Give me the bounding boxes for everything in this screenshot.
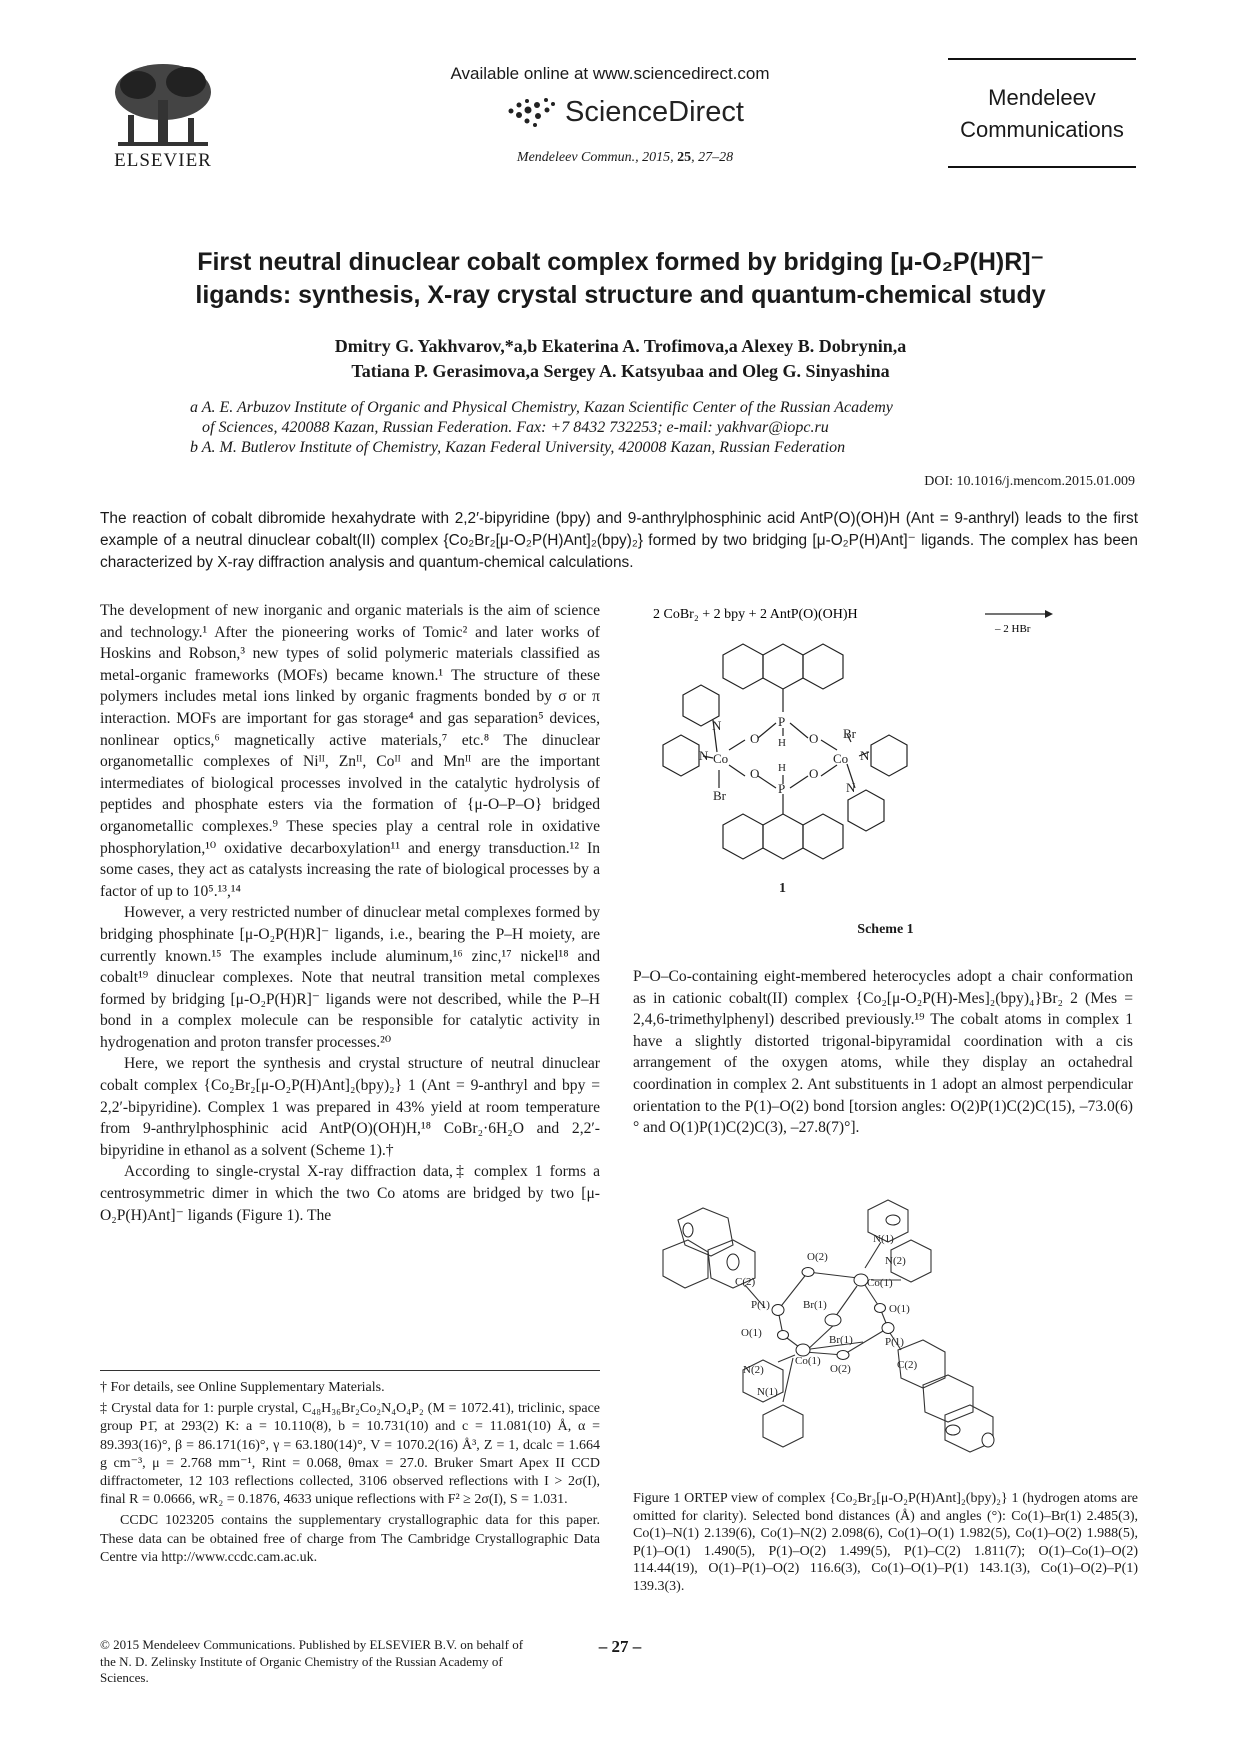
anthracene-ring xyxy=(763,644,803,689)
body-right-column xyxy=(633,966,1133,1139)
sciencedirect-dots-icon xyxy=(505,95,557,129)
anthracene-ring xyxy=(803,814,843,859)
journal-name-line2: Communications xyxy=(960,117,1124,142)
copyright-notice: © 2015 Mendeleev Communications. Published by ELSEVIER B.V. on behalf of the N. D. Zelinsky Institute of Organic Chemistry of the Russian Academy of Sciences. xyxy=(100,1637,524,1685)
atom-ellipsoid xyxy=(683,1223,693,1237)
affiliation-b: b A. M. Butlerov Institute of Chemistry, Kazan Federal University, 420008 Kazan, Russian Federation xyxy=(190,439,846,456)
journal-citation xyxy=(470,150,780,166)
atom-label: C(2) xyxy=(735,1276,756,1288)
affiliation-a-line1: a A. E. Arbuzov Institute of Organic and Physical Chemistry, Kazan Scientific Center of the Russian Academy xyxy=(190,399,893,416)
atom-label: Br xyxy=(843,726,856,741)
atom-label: P(1) xyxy=(885,1336,904,1348)
atom-label: H xyxy=(778,737,786,749)
atom-label: Br(1) xyxy=(829,1334,853,1346)
footnotes xyxy=(100,1370,600,1570)
atom-label: N(2) xyxy=(885,1255,906,1267)
footnote-crystal-data: ‡ Crystal data for 1: purple crystal, C₄₈H₃₆Br₂Co₂N₄O₄P₂ (M = 1072.41), triclinic, space group P1̄, at 293(2) K: a = 10.110(8), b = 10.731(10) and c = 11.081(10) Å, α = 89.393(16)°, β = 86.171(16)°, γ = 63.180(14)°, V = 1070.2(16) Å³, Z = 1, dcalc = 1.664 g cm⁻³, μ = 2.768 mm⁻¹, Rint = 0.068, θmax = 27.0. Bruker Smart Apex II CCD diffractometer, 12 103 reflections collected, 3106 observed reflections with I > 2σ(I), final R = 0.0666, wR₂ = 0.1876, 4633 unique reflections with F² ≥ 2σ(I), S = 1.031. xyxy=(100,1401,600,1508)
atom-label: O xyxy=(750,731,760,746)
paragraph: However, a very restricted number of dinuclear metal complexes formed by bridging phosphinate [μ-O₂P(H)R]⁻ ligands, i.e., bearing the P–H moiety, are currently known.¹⁵ The examples include aluminum,¹⁶ zinc,¹⁷ nickel¹⁸ and cobalt¹⁹ dinuclear complexes. Note that neutral transition metal complexes formed by bridging [μ-O₂P(H)R]⁻ ligands were not described, while the P–H bond in a complex molecule can be responsible for catalytic activity in hydrogenation and proton transfer processes.²⁰ xyxy=(100,904,600,1051)
atom-label: P(1) xyxy=(751,1299,770,1311)
affiliation-a-line2: of Sciences, 420088 Kazan, Russian Federation. Fax: +7 8432 732253; e-mail: yakhvar@iopc.ru xyxy=(202,419,829,436)
atom-ellipsoid xyxy=(854,1274,868,1286)
sciencedirect-logo xyxy=(505,90,744,134)
scheme-caption: Scheme 1 xyxy=(857,922,914,937)
atom-ellipsoid xyxy=(837,1351,849,1360)
authors-line1: Dmitry G. Yakhvarov,*a,b Ekaterina A. Trofimova,a Alexey B. Dobrynin,a xyxy=(334,336,907,356)
atom-label: N xyxy=(699,748,709,763)
atom-ellipsoid xyxy=(825,1314,841,1326)
atom-label: Co xyxy=(833,751,849,766)
atom-label: Br(1) xyxy=(803,1299,827,1311)
journal-name-line1: Mendeleev xyxy=(988,85,1096,110)
citation-journal: Mendeleev Commun. xyxy=(516,150,636,165)
paragraph: The development of new inorganic and organic materials is the aim of science and technology.¹ After the pioneering works of Tomic² and later works of Hoskins and Robson,³ new types of solid polymeric materials classified as metal-organic frameworks (MOFs) became known.¹ The structure of these polymers includes metal ions linked by organic fragments bonded by σ or π interaction. MOFs are important for gas storage⁴ and gas separation⁵ devices, nonlinear optics,⁶ magnetically active materials,⁷ etc.⁸ The dinuclear organometallic complexes of Niᴵᴵ, Znᴵᴵ, Coᴵᴵ and Mnᴵᴵ are the important intermediates of biological processes involved in the catalytic hydrolysis of peptides and phosphate esters via the formation of {μ-O–P–O} bridged organometallic complexes.⁹ These species play a central role in oxidative phosphorylation,¹⁰ oxidative decarboxylation¹¹ and energy transduction.¹² In some cases, they act as catalysts increasing the rate of biological processes by a factor of up to 10⁵.¹³,¹⁴ xyxy=(100,602,600,900)
atom-label: H xyxy=(778,762,786,774)
citation-year: , 2015, xyxy=(635,150,678,165)
abstract: The reaction of cobalt dibromide hexahydrate with 2,2′-bipyridine (bpy) and 9-anthrylphosphinic acid AntP(O)(OH)H (Ant = 9-anthryl) leads to the first example of a neutral dinuclear cobalt(II) complex {Co₂Br₂[μ-O₂P(H)Ant]₂(bpy)₂} formed by two bridging [μ-O₂P(H)Ant]⁻ ligands. The complex has been characterized by X-ray diffraction analysis and quantum-chemical calculations. xyxy=(100,510,1138,571)
anthracene-ring xyxy=(803,644,843,689)
atom-ellipsoid xyxy=(802,1268,814,1277)
pyridine-ring xyxy=(663,735,699,776)
citation-pages: , 27–28 xyxy=(691,150,734,165)
atom-label: P xyxy=(778,714,786,729)
paragraph: According to single-crystal X-ray diffraction data,‡ complex 1 forms a centrosymmetric dimer in which the two Co atoms are bridged by two [μ-O₂P(H)Ant]⁻ ligands (Figure 1). The xyxy=(100,1163,600,1224)
atom-ellipsoid xyxy=(886,1215,900,1225)
paragraph: P–O–Co-containing eight-membered heterocycles adopt a chair conformation as in cationic cobalt(II) complex {Co₂[μ-O₂P(H)-Mes]₂(bpy)₄}Br₂ 2 (Mes = 2,4,6-trimethylphenyl) described previously.¹⁹ The cobalt atoms in complex 1 have a slightly distorted trigonal-bipyramidal coordination with a cis arrangement of the oxygen atoms, while they display an octahedral coordination in complex 2. Ant substituents in 1 adopt an almost perpendicular orientation to the P(1)–O(2) bond [torsion angles: O(2)P(1)C(2)C(15), –73.0(6)° and O(1)P(1)C(2)C(3), –27.8(7)°]. xyxy=(633,968,1133,1137)
atom-label: O xyxy=(750,766,760,781)
atom-label: O(2) xyxy=(830,1363,851,1375)
ring xyxy=(763,1405,803,1447)
atom-ellipsoid xyxy=(882,1323,894,1334)
atom-label: O xyxy=(809,731,819,746)
atom-ellipsoid xyxy=(778,1331,789,1340)
anthracene-ring xyxy=(723,814,763,859)
atom-label: O(2) xyxy=(807,1251,828,1263)
atom-label: Br xyxy=(713,788,726,803)
footnote-dagger: † For details, see Online Supplementary Materials. xyxy=(100,1380,385,1395)
atom-ellipsoid xyxy=(772,1305,784,1316)
figure-1-ortep xyxy=(633,1190,1138,1490)
atom-label: O xyxy=(809,766,819,781)
atom-label: Co xyxy=(713,751,729,766)
authors-line2: Tatiana P. Gerasimova,a Sergey A. Katsyubaa and Oleg G. Sinyashina xyxy=(351,361,890,381)
atom-label: Co(1) xyxy=(867,1277,893,1289)
scheme-byproduct: – 2 HBr xyxy=(995,623,1031,635)
atom-label: P xyxy=(778,781,786,796)
ring xyxy=(663,1240,708,1288)
available-online-text: Available online at www.sciencedirect.com xyxy=(450,64,770,83)
atom-label: N(2) xyxy=(743,1364,764,1376)
atom-label: O(1) xyxy=(741,1327,762,1339)
scheme-1 xyxy=(633,600,1138,940)
atom-label: N xyxy=(860,748,870,763)
journal-name-box xyxy=(948,58,1136,168)
paragraph: Here, we report the synthesis and crystal structure of neutral dinuclear cobalt complex {Co₂Br₂[μ-O₂P(H)Ant]₂(bpy)₂} 1 (Ant = 9-anthryl and bpy = 2,2′-bipyridine). Complex 1 was prepared in 43% yield at room temperature from 9-anthrylphosphinic acid AntP(O)(OH)H,¹⁸ CoBr₂·6H₂O and 2,2′-bipyridine in ethanol as a solvent (Scheme 1).† xyxy=(100,1055,600,1159)
atom-ellipsoid xyxy=(946,1425,960,1435)
ring xyxy=(923,1375,973,1422)
publisher-logo-text: ELSEVIER xyxy=(114,150,212,171)
scheme-equation: 2 CoBr₂ + 2 bpy + 2 AntP(O)(OH)H xyxy=(653,607,858,622)
atom-label: N(1) xyxy=(757,1386,778,1398)
atom-ellipsoid xyxy=(982,1433,994,1447)
atom-label: Co(1) xyxy=(795,1355,821,1367)
atom-label: N xyxy=(712,718,722,733)
footnote-ccdc: CCDC 1023205 contains the supplementary crystallographic data for this paper. These data can be obtained free of charge from The Cambridge Crystallographic Data Centre via http://www.ccdc.cam.ac.uk. xyxy=(100,1513,600,1565)
title-line2: ligands: synthesis, X-ray crystal structure and quantum-chemical study xyxy=(195,281,1046,309)
reaction-arrowhead xyxy=(1045,610,1053,618)
pyridine-ring xyxy=(871,735,907,776)
page-number: – 27 – xyxy=(598,1637,642,1656)
atom-label: N xyxy=(846,780,856,795)
author-list xyxy=(100,334,1141,384)
atom-ellipsoid xyxy=(727,1254,739,1270)
sciencedirect-name: ScienceDirect xyxy=(565,95,744,128)
anthracene-ring xyxy=(763,814,803,859)
article-title xyxy=(100,246,1141,312)
pyridine-ring xyxy=(848,790,884,831)
figure-caption: Figure 1 ORTEP view of complex {Co₂Br₂[μ-O₂P(H)Ant]₂(bpy)₂} 1 (hydrogen atoms are omitted for clarity). Selected bond distances (Å) and angles (°): Co(1)–Br(1) 2.485(3), Co(1)–N(1) 2.139(6), Co(1)–N(2) 2.098(6), Co(1)–O(1) 1.982(5), Co(1)–O(2) 1.988(5), P(1)–O(1) 1.490(5), P(1)–O(2) 1.499(5), P(1)–C(2) 1.811(7); O(1)–Co(1)–O(2) 114.44(19), O(1)–P(1)–O(2) 116.6(3), Co(1)–O(1)–P(1) 143.1(3), Co(1)–O(2)–P(1) 139.3(3). xyxy=(633,1491,1138,1594)
doi: DOI: 10.1016/j.mencom.2015.01.009 xyxy=(924,474,1135,489)
atom-label: C(2) xyxy=(897,1359,918,1371)
anthracene-ring xyxy=(723,644,763,689)
scheme-drawing xyxy=(633,600,1138,920)
compound-number: 1 xyxy=(779,881,786,896)
atom-label: N(1) xyxy=(873,1233,894,1245)
atom-label: O(1) xyxy=(889,1303,910,1315)
ortep-drawing xyxy=(633,1190,1138,1490)
body-left-column xyxy=(100,600,600,1226)
title-line1: First neutral dinuclear cobalt complex formed by bridging [μ-O₂P(H)R]⁻ xyxy=(197,248,1044,276)
citation-volume: 25 xyxy=(677,150,692,165)
atom-ellipsoid xyxy=(875,1304,886,1313)
affiliations xyxy=(190,398,1070,458)
